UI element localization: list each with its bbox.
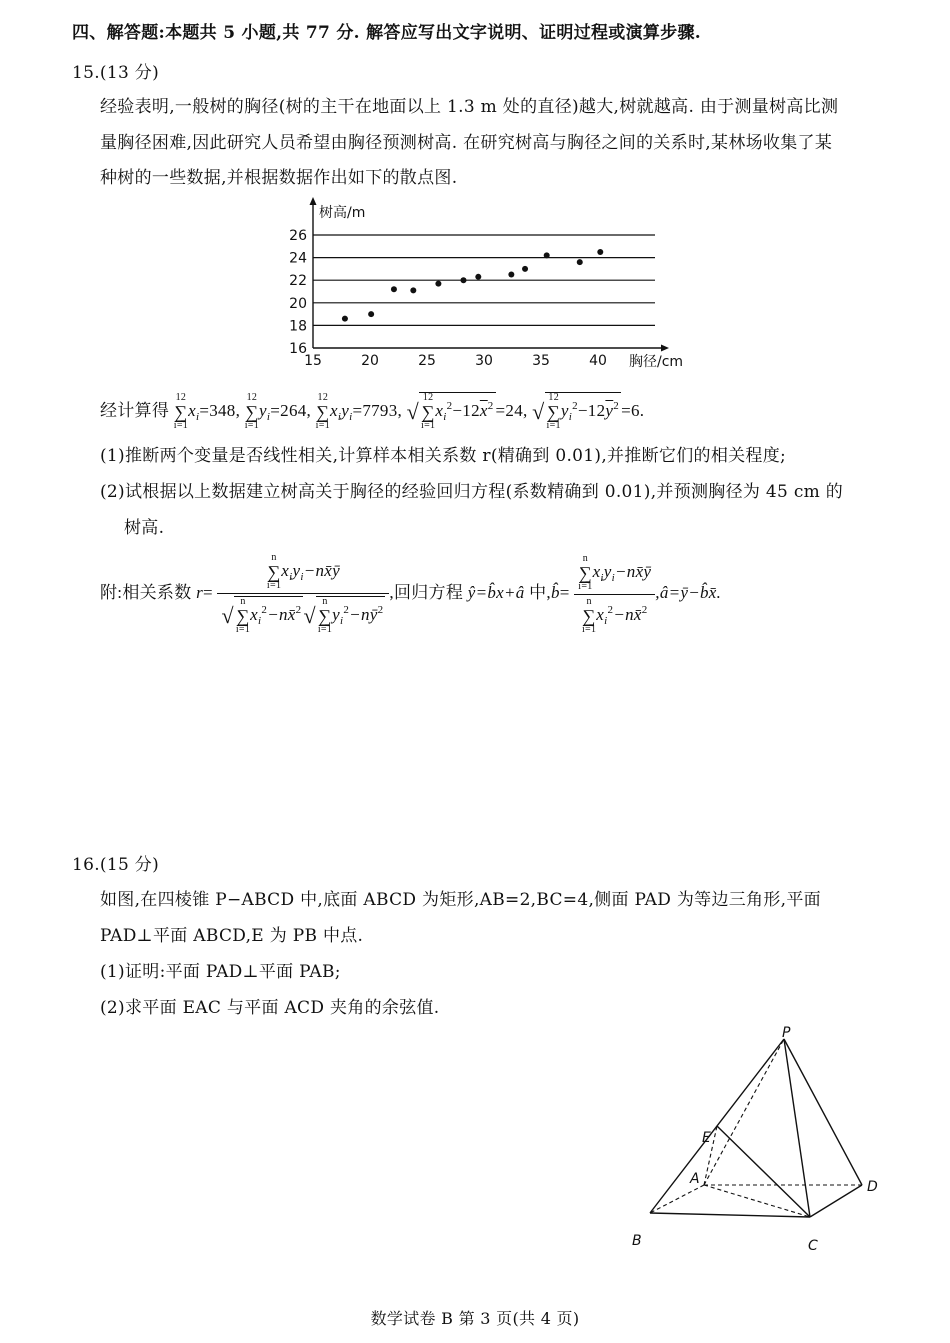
y-tick-label: 18: [289, 318, 307, 335]
data-point: [522, 266, 528, 272]
q16-number: 16.(15 分): [72, 855, 160, 875]
data-point: [597, 249, 603, 255]
sum-symbol: 12 ∑ i=1: [244, 392, 260, 431]
q15-number: 15.(13 分): [72, 63, 160, 83]
sum-x-value: =348,: [199, 400, 241, 420]
grid-lines: [313, 235, 655, 325]
x-tick-label: 25: [418, 353, 436, 369]
q16-body-line-1: 如图,在四棱锥 P−ABCD 中,底面 ABCD 为矩形,AB=2,BC=4,侧面 PAD 为等边三角形,平面: [100, 890, 821, 910]
data-points: [342, 249, 603, 322]
edge-CD: [810, 1185, 862, 1217]
data-point: [410, 287, 416, 293]
x-axis-label: 胸径/cm: [629, 354, 684, 370]
label-B: B: [632, 1233, 642, 1249]
label-A: A: [690, 1171, 700, 1187]
data-point: [577, 259, 583, 265]
slope-formula: n ∑ i=1 $x_iy_i-nx̄ȳ$ n ∑ i=1 $x_i^2-nx̄^2$: [574, 554, 655, 635]
edge-EC: [717, 1126, 810, 1217]
label-E: E: [702, 1130, 711, 1146]
edge-BC: [650, 1213, 810, 1217]
sum-y-value: =264,: [270, 400, 312, 420]
sqrt-x-value: =24,: [495, 400, 528, 420]
edge-PC: [784, 1039, 810, 1217]
sum-symbol: 12 ∑ i=1: [315, 392, 330, 431]
q16-body-line-2: PAD⊥平面 ABCD,E 为 PB 中点.: [100, 926, 364, 946]
sqrt-y-value: =6.: [621, 400, 645, 420]
q15-intro-line-2: 量胸径困难,因此研究人员希望由胸径预测树高. 在研究树高与胸径之间的关系时,某林场收集了某: [100, 133, 833, 153]
x-tick-label: 30: [475, 353, 493, 369]
page-footer: 数学试卷 B 第 3 页(共 4 页): [370, 1309, 580, 1328]
stats-prefix: 经计算得: [100, 400, 170, 420]
sum-symbol: 12 ∑ i=1: [421, 392, 436, 431]
sum-xy-value: =7793,: [352, 400, 403, 420]
regression-equation: ŷ=b̂x+â: [467, 582, 525, 602]
y-tick-label: 26: [289, 228, 307, 244]
x-tick-label: 40: [589, 353, 607, 369]
section-header: 四、解答题:本题共 5 小题,共 77 分. 解答应写出文字说明、证明过程或演算步骤.: [72, 23, 702, 43]
sum-symbol: 12 ∑ i=1: [546, 392, 561, 431]
data-point: [460, 277, 466, 283]
y-axis-label: 树高/m: [319, 205, 366, 221]
scatter-plot: [275, 195, 715, 375]
sum-symbol: 12 ∑ i=1: [173, 392, 189, 431]
q15-part2-line-2: 树高.: [124, 518, 165, 538]
q15-part1: (1)推断两个变量是否线性相关,计算样本相关系数 r(精确到 0.01),并推断它们的相关程度;: [100, 446, 787, 466]
q16-part1: (1)证明:平面 PAD⊥平面 PAB;: [100, 962, 341, 982]
data-point: [508, 272, 514, 278]
data-point: [391, 286, 397, 292]
x-tick-label: 15: [304, 353, 322, 369]
data-point: [435, 281, 441, 287]
q15-appendix: 附:相关系数 r= n ∑ i=1 $x_iy_i-nx̄ȳ$ √ n ∑ i=1 $x_i^2-nx̄^2√$ n ∑ i=1 $y_i^2-nȳ^2$ ,回归方程 ŷ=b̂x+â 中,b̂= n ∑ i=1 $x_iy_i-nx̄ȳ$ n ∑ i=1 $x_i^2-nx̄^2$ ,â=ȳ−b̂x̄.: [100, 552, 722, 635]
appendix-label: 附:相关系数: [100, 582, 192, 602]
correlation-formula: n ∑ i=1 $x_iy_i-nx̄ȳ$ √ n ∑ i=1 $x_i^2-nx̄^2√$ n ∑ i=1 $y_i^2-nȳ^2$: [217, 553, 389, 635]
data-point: [342, 316, 348, 322]
label-P: P: [782, 1025, 791, 1041]
pyramid-figure: [622, 1025, 892, 1255]
y-axis-arrow-icon: [310, 197, 317, 205]
q16-part2: (2)求平面 EAC 与平面 ACD 夹角的余弦值.: [100, 998, 440, 1018]
y-tick-label: 22: [289, 273, 307, 290]
x-tick-labels: [304, 353, 607, 369]
q15-intro-line-3: 种树的一些数据,并根据数据作出如下的散点图.: [100, 168, 458, 188]
x-axis-arrow-icon: [661, 345, 669, 352]
data-point: [368, 311, 374, 317]
x-tick-label: 20: [361, 353, 379, 369]
edge-AP: [704, 1039, 784, 1185]
label-D: D: [867, 1179, 878, 1195]
data-point: [544, 252, 550, 258]
data-point: [475, 274, 481, 280]
label-C: C: [808, 1238, 818, 1254]
q15-part2-line-1: (2)试根据以上数据建立树高关于胸径的经验回归方程(系数精确到 0.01),并预测胸径为 45 cm 的: [100, 482, 844, 502]
edge-AB: [650, 1185, 704, 1213]
y-tick-label: 24: [289, 250, 307, 267]
y-tick-label: 16: [289, 341, 307, 357]
q15-stats-line: 经计算得 12 ∑ i=1 $x_i=348$, 12 ∑ i=1 $y_i=264$, 12 ∑ i=1 $x_iy_i=7793$, √ 12 ∑ i=1 $x_i^2-12\overline{x}^2 =24$, √ 12 ∑ i=1 $y_i^2-12\overline{y}^2 =6$.: [100, 392, 645, 431]
q15-intro-line-1: 经验表明,一般树的胸径(树的主干在地面以上 1.3 m 处的直径)越大,树就越高. 由于测量树高比测: [100, 97, 839, 117]
y-tick-labels: [289, 228, 307, 357]
y-tick-label: 20: [289, 295, 307, 312]
edge-PD: [784, 1039, 862, 1185]
x-tick-label: 35: [532, 353, 550, 369]
